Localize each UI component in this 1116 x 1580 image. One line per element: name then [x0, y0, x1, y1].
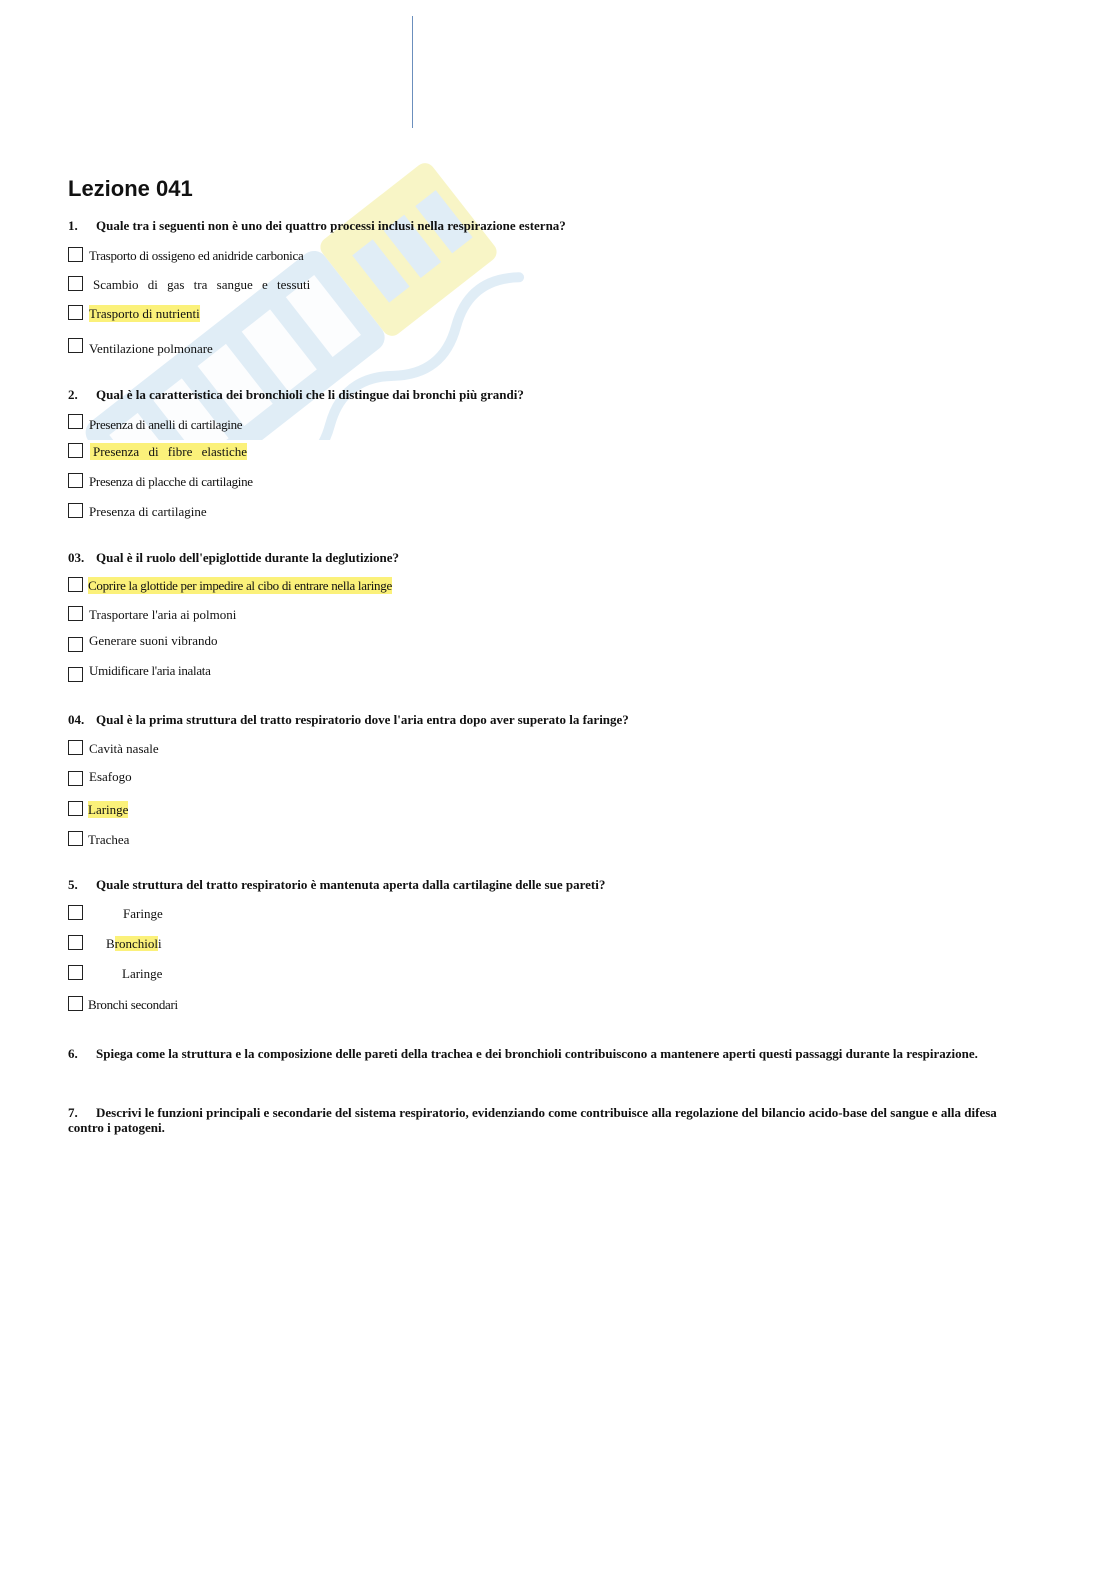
- option-3a[interactable]: [68, 577, 788, 595]
- option-4b[interactable]: [68, 771, 788, 789]
- option-label: Trasportare l'aria ai polmoni: [89, 607, 237, 622]
- checkbox[interactable]: [68, 414, 83, 429]
- question-number: 2.: [68, 387, 78, 402]
- option-2a[interactable]: [68, 414, 788, 432]
- question-text: Descrivi le funzioni principali e secondarie del sistema respiratorio, evidenziando come contribuisce alla regolazione del bilancio acido-base del sangue e alla difesa contro i patogeni.: [68, 1105, 997, 1135]
- checkbox[interactable]: [68, 606, 83, 621]
- option-label: Laringe: [122, 966, 163, 981]
- option-label-highlighted: Laringe: [88, 802, 129, 817]
- question-5: [68, 877, 1028, 892]
- option-1b[interactable]: [68, 276, 788, 294]
- option-label: Presenza di anelli di cartilagine: [89, 417, 243, 432]
- question-number: 7.: [68, 1105, 78, 1120]
- option-label: Cavità nasale: [89, 741, 159, 756]
- option-5d[interactable]: [68, 996, 788, 1014]
- question-text: Quale tra i seguenti non è uno dei quattro processi inclusi nella respirazione esterna?: [96, 218, 566, 233]
- option-label-highlight: ronchiol: [114, 936, 158, 951]
- checkbox[interactable]: [68, 831, 83, 846]
- option-1d[interactable]: [68, 338, 788, 356]
- option-label: Scambio di gas tra sangue e tessuti: [93, 277, 311, 292]
- checkbox[interactable]: [68, 996, 83, 1011]
- question-4: [68, 712, 1028, 727]
- option-3c[interactable]: [68, 634, 788, 652]
- option-label: Presenza di cartilagine: [89, 504, 207, 519]
- option-label-highlighted: Coprire la glottide per impedire al cibo di entrare nella laringe: [88, 578, 392, 593]
- checkbox[interactable]: [68, 577, 83, 592]
- option-label: Presenza di placche di cartilagine: [89, 474, 253, 489]
- option-label-prefix: B: [106, 936, 115, 951]
- question-number: 1.: [68, 218, 78, 233]
- question-2: [68, 387, 1028, 402]
- option-4d[interactable]: [68, 831, 788, 849]
- question-6: [68, 1046, 1028, 1061]
- option-2d[interactable]: [68, 503, 788, 521]
- option-4a[interactable]: [68, 740, 788, 758]
- option-1a[interactable]: [68, 247, 788, 265]
- option-label: Umidificare l'aria inalata: [89, 663, 211, 678]
- checkbox[interactable]: [68, 965, 83, 980]
- option-label-partially-highlighted: [106, 935, 162, 952]
- option-4c[interactable]: [68, 801, 788, 819]
- question-number: 5.: [68, 877, 78, 892]
- checkbox[interactable]: [68, 935, 83, 950]
- option-3d[interactable]: [68, 664, 788, 682]
- option-3b[interactable]: [68, 606, 788, 624]
- option-5a[interactable]: [68, 905, 788, 923]
- question-number: 04.: [68, 712, 85, 727]
- question-number: 6.: [68, 1046, 78, 1061]
- question-1: [68, 218, 1028, 233]
- option-5b[interactable]: [68, 935, 788, 953]
- question-number: 03.: [68, 550, 85, 565]
- checkbox[interactable]: [68, 637, 83, 652]
- question-text: Qual è il ruolo dell'epiglottide durante la deglutizione?: [96, 550, 399, 565]
- checkbox[interactable]: [68, 667, 83, 682]
- option-label: Esafogo: [89, 769, 132, 784]
- option-1c[interactable]: [68, 305, 788, 323]
- question-3: [68, 550, 1028, 565]
- question-7: [68, 1105, 1028, 1135]
- option-label-suffix: i: [158, 936, 162, 951]
- option-label-highlighted: Trasporto di nutrienti: [89, 306, 200, 321]
- question-text: Quale struttura del tratto respiratorio è mantenuta aperta dalla cartilagine delle sue pareti?: [96, 877, 606, 892]
- question-text: Qual è la prima struttura del tratto respiratorio dove l'aria entra dopo aver superato la faringe?: [96, 712, 629, 727]
- checkbox[interactable]: [68, 905, 83, 920]
- top-divider-line: [412, 16, 413, 128]
- question-text: Spiega come la struttura e la composizione delle pareti della trachea e dei bronchioli contribuiscono a mantenere aperti questi passaggi durante la respirazione.: [96, 1046, 978, 1061]
- checkbox[interactable]: [68, 276, 83, 291]
- option-label: Ventilazione polmonare: [89, 341, 213, 356]
- watermark-logo: [20, 40, 540, 440]
- option-label: Bronchi secondari: [88, 997, 178, 1012]
- checkbox[interactable]: [68, 443, 83, 458]
- option-2b[interactable]: [68, 443, 788, 461]
- checkbox[interactable]: [68, 305, 83, 320]
- checkbox[interactable]: [68, 801, 83, 816]
- option-label: Faringe: [123, 906, 163, 921]
- checkbox[interactable]: [68, 247, 83, 262]
- question-text: Qual è la caratteristica dei bronchioli che li distingue dai bronchi più grandi?: [96, 387, 524, 402]
- option-label: Generare suoni vibrando: [89, 633, 218, 648]
- option-label-highlighted: Presenza di fibre elastiche: [90, 443, 247, 460]
- checkbox[interactable]: [68, 338, 83, 353]
- checkbox[interactable]: [68, 771, 83, 786]
- option-label: Trachea: [88, 832, 130, 847]
- option-label: Trasporto di ossigeno ed anidride carbonica: [89, 248, 304, 263]
- option-2c[interactable]: [68, 473, 788, 491]
- checkbox[interactable]: [68, 473, 83, 488]
- checkbox[interactable]: [68, 740, 83, 755]
- option-5c[interactable]: [68, 965, 788, 983]
- checkbox[interactable]: [68, 503, 83, 518]
- lesson-title: Lezione 041: [68, 176, 193, 201]
